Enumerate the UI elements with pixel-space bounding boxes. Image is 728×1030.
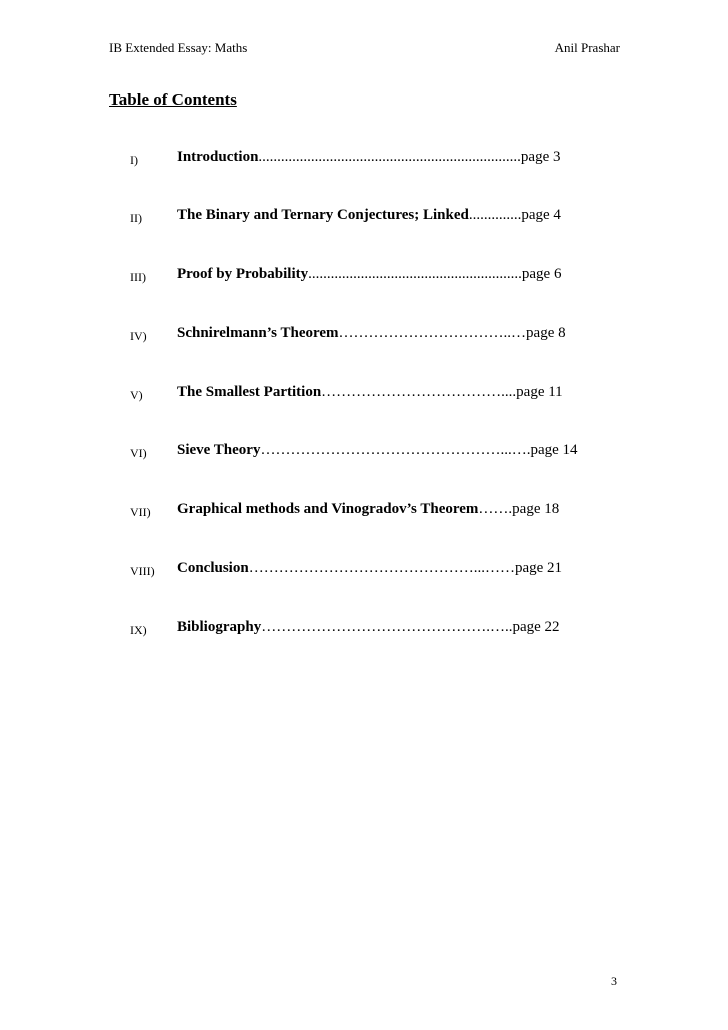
toc-entry-title: The Smallest Partition bbox=[177, 384, 322, 400]
toc-entry-page: page 11 bbox=[516, 384, 563, 400]
toc-entry-page: page 18 bbox=[512, 501, 560, 517]
toc-entry bbox=[0, 560, 728, 584]
toc-entry bbox=[0, 384, 728, 408]
toc-entry-page: page 21 bbox=[514, 560, 563, 576]
toc-entry-number: I) bbox=[130, 153, 138, 167]
toc-entry-line bbox=[177, 266, 561, 283]
toc-entry-dots: ...................................................................... bbox=[258, 149, 521, 165]
toc-entry-line bbox=[177, 619, 560, 636]
toc-entry bbox=[0, 501, 728, 525]
toc-entry-title: Introduction bbox=[177, 149, 259, 165]
toc-entry bbox=[0, 207, 728, 231]
toc-entry-page: page 6 bbox=[521, 266, 562, 282]
toc-entry-title: The Binary and Ternary Conjectures; Linked bbox=[177, 207, 469, 223]
toc-entry bbox=[0, 619, 728, 643]
toc-entry-number: VIII) bbox=[130, 564, 155, 578]
toc-entry-number: III) bbox=[130, 270, 146, 284]
toc-entry bbox=[0, 325, 728, 349]
header-subject: IB Extended Essay: Maths bbox=[109, 40, 248, 55]
toc-entry bbox=[0, 442, 728, 466]
toc-entry-number: IV) bbox=[130, 329, 147, 343]
toc-entry-line bbox=[177, 560, 562, 577]
toc-entry-dots: ……………………………………….….. bbox=[261, 619, 513, 635]
toc-entry-title: Sieve Theory bbox=[177, 442, 261, 458]
toc-entry-dots: .............. bbox=[468, 207, 522, 223]
toc-entry-page: page 14 bbox=[530, 442, 578, 458]
toc-entry-title: Graphical methods and Vinogradov’s Theorem bbox=[177, 501, 479, 517]
toc-entry-line bbox=[177, 325, 566, 342]
header-author: Anil Prashar bbox=[554, 40, 620, 55]
toc-entry-number: IX) bbox=[130, 623, 147, 637]
toc-entry-line bbox=[177, 149, 561, 166]
toc-entry-dots: ......................................................... bbox=[308, 266, 522, 282]
page-number: 3 bbox=[611, 974, 617, 988]
toc-entry-title: Proof by Probability bbox=[177, 266, 309, 282]
toc-entry-dots: ……. bbox=[478, 501, 513, 517]
toc-entry-number: II) bbox=[130, 211, 142, 225]
toc-entry-page: page 3 bbox=[520, 149, 561, 165]
toc-entry-title: Schnirelmann’s Theorem bbox=[177, 325, 339, 341]
toc-entry-dots: ……………………………….... bbox=[321, 384, 517, 400]
toc-entry-page: page 4 bbox=[521, 207, 561, 223]
toc-entry-line bbox=[177, 442, 578, 459]
toc-entry-line bbox=[177, 384, 563, 401]
toc-entry-line bbox=[177, 207, 561, 224]
toc-entry-number: VI) bbox=[130, 446, 147, 460]
toc-entry-dots: …………………………………………...…. bbox=[260, 442, 531, 458]
toc-entry-title: Conclusion bbox=[177, 560, 249, 576]
toc-entry-line bbox=[177, 501, 559, 518]
toc-entry-number: VII) bbox=[130, 505, 151, 519]
toc-title: Table of Contents bbox=[109, 90, 237, 109]
toc-entry-page: page 8 bbox=[526, 325, 566, 341]
toc-entry bbox=[0, 149, 728, 173]
toc-entry-dots: ……………………………..… bbox=[338, 325, 527, 341]
toc-entry-page: page 22 bbox=[512, 619, 560, 635]
toc-entry-title: Bibliography bbox=[177, 619, 262, 635]
toc-entry bbox=[0, 266, 728, 290]
toc-entry-number: V) bbox=[130, 388, 143, 402]
toc-entry-dots: ………………………………………...…… bbox=[248, 560, 515, 576]
